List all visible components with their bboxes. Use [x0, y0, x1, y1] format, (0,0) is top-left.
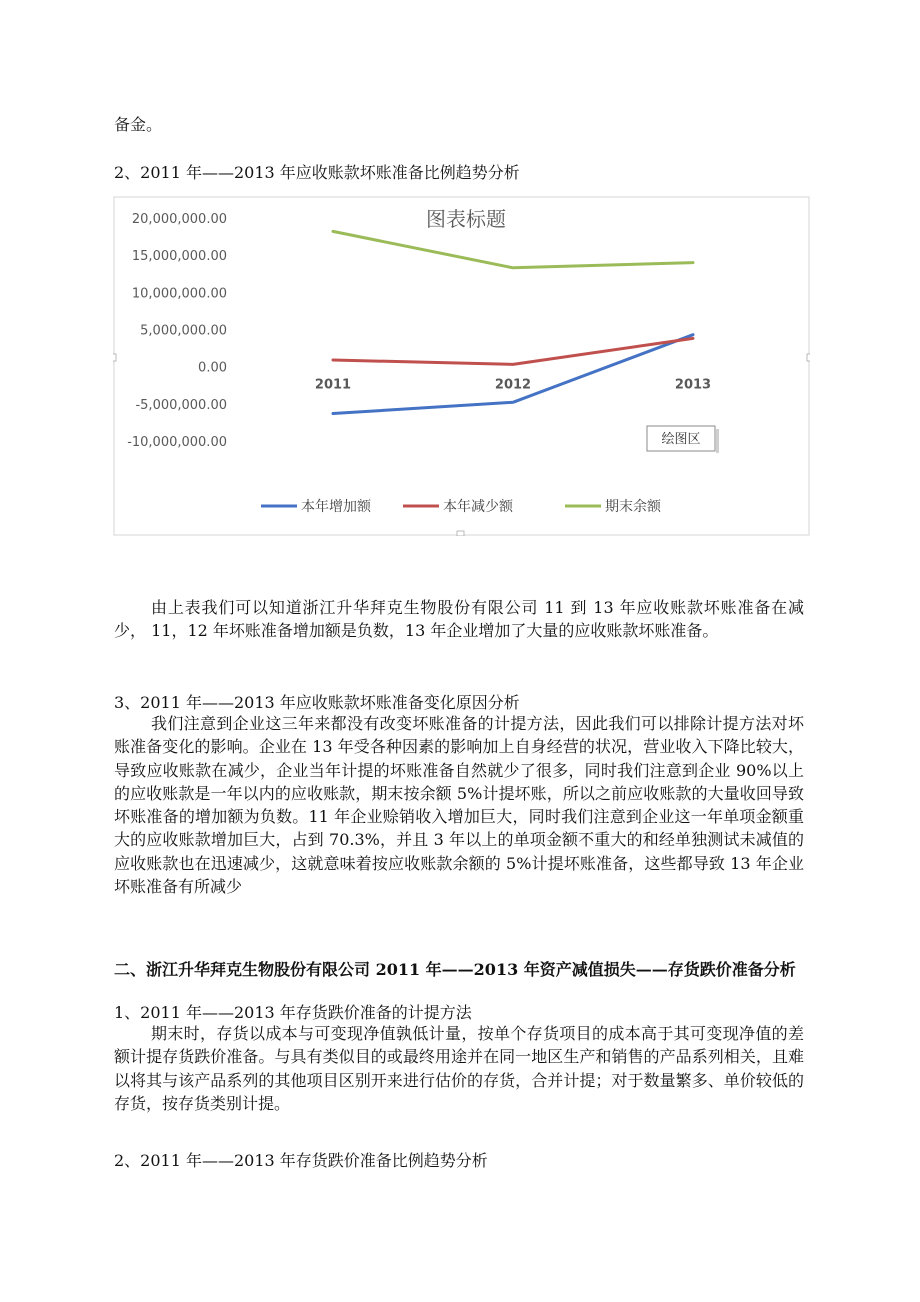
bad-debt-line-chart [113, 196, 810, 536]
x-tick-label: 2012 [494, 377, 532, 393]
tooltip-shadow [716, 429, 719, 453]
heading-receivable-trend: 2、2011 年——2013 年应收账款坏账准备比例趋势分析 [114, 163, 520, 182]
chart-resize-handle-left [113, 354, 116, 361]
y-tick-label: 15,000,000.00 [131, 249, 227, 265]
tooltip-label: 绘图区 [661, 432, 701, 447]
paragraph-reason: 我们注意到企业这三年来都没有改变坏账准备的计提方法，因此我们可以排除计提方法对坏账准备变化的影响。企业在 13 年受各种因素的影响加上自身经营的状况，营业收入下降比较大，导致应收账款在减少，企业当年计提的坏账准备自然就少了很多，同时我们注意到企业 90%以上的应收账款是一年以内的应收账款，期末按余额 5%计提坏账，所以之前应收账款的大量收回导致坏账准备的增加额为负数。11 年企业赊销收入增加巨大，同时我们注意到企业这一年单项金额重大的应收账款增加巨大，占到 70.3%，并且 3 年以上的单项金额不重大的和经单独测试未减值的应收账款也在迅速减少，这就意味着按应收账款余额的 5%计提坏账准备，这些都导致 13 年企业坏账准备有所减少 [114, 714, 804, 897]
continued-text: 备金。 [114, 115, 163, 134]
legend-label-1: 本年增加额 [301, 499, 371, 515]
chart-resize-handle-bottom [457, 531, 464, 536]
x-tick-label: 2013 [674, 377, 712, 393]
heading-reason: 3、2011 年——2013 年应收账款坏账准备变化原因分析 [114, 693, 520, 712]
section-title-inventory: 二、浙江升华拜克生物股份有限公司 2011 年——2013 年资产减值损失——存货跌价准备分析 [114, 960, 796, 979]
legend-label-3: 期末余额 [605, 499, 661, 515]
chart-title: 图表标题 [426, 207, 506, 231]
y-tick-label: 10,000,000.00 [131, 286, 227, 302]
y-tick-label: -5,000,000.00 [135, 397, 227, 413]
plot-area-tooltip [647, 426, 719, 453]
chart-resize-handle-right [807, 354, 810, 361]
y-tick-label: 5,000,000.00 [140, 323, 227, 339]
paragraph-inventory-method: 期末时，存货以成本与可变现净值孰低计量，按单个存货项目的成本高于其可变现净值的差额计提存货跌价准备。与具有类似目的或最终用途并在同一地区生产和销售的产品系列相关，且难以将其与该产品系列的其他项目区别开来进行估价的存货，合并计提；对于数量繁多、单价较低的存货，按存货类别计提。 [114, 1024, 804, 1113]
y-tick-label: -10,000,000.00 [127, 435, 227, 450]
heading-inventory-trend: 2、2011 年——2013 年存货跌价准备比例趋势分析 [114, 1151, 488, 1170]
y-tick-label: 20,000,000.00 [131, 212, 227, 227]
heading-inventory-method: 1、2011 年——2013 年存货跌价准备的计提方法 [114, 1003, 472, 1022]
paragraph-summary: 由上表我们可以知道浙江升华拜克生物股份有限公司 11 到 13 年应收账款坏账准备在减少， 11，12 年坏账准备增加额是负数，13 年企业增加了大量的应收账款坏账准备。 [114, 598, 804, 641]
y-tick-label: 0.00 [198, 360, 227, 376]
legend-label-2: 本年减少额 [443, 499, 513, 515]
x-tick-label: 2011 [314, 377, 352, 393]
